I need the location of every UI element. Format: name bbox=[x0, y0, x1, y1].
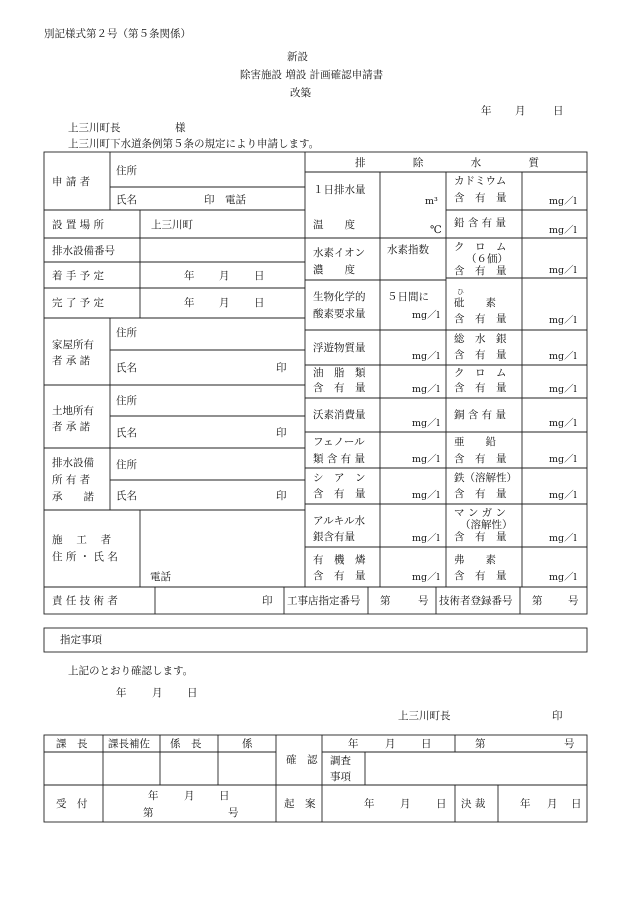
daily-volume-label: １日排水量 bbox=[313, 184, 366, 196]
office-uketsuke-dai: 第 bbox=[143, 807, 154, 819]
title-line-main: 除害施設 増設 計画確認申請書 bbox=[240, 69, 384, 81]
office-confirm-year: 年 bbox=[348, 738, 359, 750]
alkyl-label-2: 銀含有量 bbox=[313, 531, 355, 543]
install-place-label: 設 置 場 所 bbox=[52, 219, 105, 231]
complete-day: 日 bbox=[254, 297, 265, 309]
office-uketsuke-month: 月 bbox=[184, 790, 195, 802]
oil-unit: mg／l bbox=[412, 384, 440, 395]
manganese-unit: mg／l bbox=[549, 533, 577, 544]
house-owner-label-1: 家屋所有 bbox=[52, 339, 94, 351]
lead-label: 鉛 含 有 量 bbox=[454, 217, 507, 229]
bod-label-2: 酸素要求量 bbox=[313, 308, 366, 320]
confirm-month: 月 bbox=[152, 687, 163, 699]
arsenic-label-2: 含 有 量 bbox=[454, 313, 507, 325]
temperature-label: 温 度 bbox=[313, 219, 355, 231]
cadmium-unit: mg／l bbox=[549, 196, 577, 207]
land-owner-address-label: 住所 bbox=[116, 395, 137, 407]
start-day: 日 bbox=[254, 270, 265, 282]
house-owner-label-2: 者 承 諾 bbox=[52, 355, 91, 367]
office-uketsuke-year: 年 bbox=[148, 790, 159, 802]
contractor-label-2: 住 所 ・ 氏 名 bbox=[52, 551, 118, 563]
office-uketsuke-go: 号 bbox=[228, 807, 239, 819]
cadmium-label-1: カドミウム bbox=[454, 175, 507, 187]
land-owner-name-label: 氏名 bbox=[116, 427, 137, 439]
confirm-text: 上記のとおり確認します。 bbox=[68, 665, 194, 677]
applicant-seal-phone: 印 電話 bbox=[204, 194, 246, 206]
confirm-seal: 印 bbox=[552, 710, 563, 722]
organo-label-1: 有 機 燐 bbox=[313, 554, 366, 566]
office-kakunin: 確 認 bbox=[286, 754, 318, 766]
start-month: 月 bbox=[219, 270, 230, 282]
phenol-label-2: 類 含 有 量 bbox=[313, 453, 366, 465]
iodine-label: 沃素消費量 bbox=[313, 409, 366, 421]
intro-text: 上三川町下水道条例第５条の規定により申請します。 bbox=[68, 138, 320, 150]
office-confirm-go: 号 bbox=[564, 738, 575, 750]
addressee-mayor: 上三川町長 bbox=[68, 122, 121, 134]
complete-month: 月 bbox=[219, 297, 230, 309]
daily-volume-unit: m³ bbox=[425, 196, 438, 207]
fluorine-label-2: 含 有 量 bbox=[454, 570, 507, 582]
ss-label: 浮遊物質量 bbox=[313, 342, 366, 354]
title-line-new: 新設 bbox=[287, 51, 308, 63]
house-owner-name-label: 氏名 bbox=[116, 362, 137, 374]
water-quality-title-text: 排 除 水 質 bbox=[355, 157, 562, 169]
office-kakaricho: 係 長 bbox=[170, 738, 202, 750]
organo-label-2: 含 有 量 bbox=[313, 570, 366, 582]
chrome6-label-2: （６価） bbox=[466, 253, 508, 265]
arsenic-ruby: ひ bbox=[457, 288, 464, 296]
drain-number-label: 排水設備番号 bbox=[52, 245, 115, 257]
manganese-label-3: 含 有 量 bbox=[454, 531, 507, 543]
phenol-label-1: フェノール bbox=[313, 436, 365, 448]
contractor-phone-label: 電話 bbox=[150, 571, 171, 583]
bod-unit: mg／l bbox=[412, 310, 440, 321]
date-month: 月 bbox=[515, 105, 526, 117]
drain-owner-label-2: 所 有 者 bbox=[52, 474, 91, 486]
tech-number-dai: 第 bbox=[532, 595, 543, 607]
office-kian: 起 案 bbox=[284, 798, 316, 810]
shop-number-go: 号 bbox=[418, 595, 429, 607]
chrome-label-2: 含 有 量 bbox=[454, 382, 507, 394]
cyanide-label-1: シ ア ン bbox=[313, 472, 366, 484]
drain-owner-address-label: 住所 bbox=[116, 459, 137, 471]
form-number: 別記様式第２号（第５条関係） bbox=[44, 28, 191, 40]
applicant-address-label: 住所 bbox=[116, 165, 137, 177]
office-kacho: 課 長 bbox=[56, 738, 88, 750]
ph-index-label: 水素指数 bbox=[387, 244, 429, 256]
office-kessai: 決 裁 bbox=[461, 798, 486, 810]
complete-year: 年 bbox=[184, 297, 195, 309]
shop-number-label: 工事店指定番号 bbox=[287, 595, 361, 607]
confirm-year: 年 bbox=[116, 687, 127, 699]
water-quality-title bbox=[355, 157, 562, 169]
chrome-unit: mg／l bbox=[549, 384, 577, 395]
chrome6-label-3: 含 有 量 bbox=[454, 265, 507, 277]
office-confirm-dai: 第 bbox=[475, 738, 486, 750]
applicant-name-label: 氏名 bbox=[116, 194, 137, 206]
bod-5day-label: ５日間に bbox=[387, 291, 429, 303]
office-kacho-hosa: 課長補佐 bbox=[108, 738, 150, 750]
office-confirm-day: 日 bbox=[421, 738, 432, 750]
copper-unit: mg／l bbox=[549, 418, 577, 429]
tech-number-go: 号 bbox=[568, 595, 579, 607]
addressee-sama: 様 bbox=[175, 122, 186, 134]
zinc-label-2: 含 有 量 bbox=[454, 453, 507, 465]
start-year: 年 bbox=[184, 270, 195, 282]
date-year: 年 bbox=[481, 105, 492, 117]
organo-unit: mg／l bbox=[412, 572, 440, 583]
title-line-renovate: 改築 bbox=[290, 87, 311, 99]
tech-number-label: 技術者登録番号 bbox=[439, 595, 513, 607]
arsenic-label-1: 砒 素 bbox=[454, 297, 496, 309]
zinc-unit: mg／l bbox=[549, 454, 577, 465]
alkyl-unit: mg／l bbox=[412, 533, 440, 544]
mercury-label-1: 総 水 銀 bbox=[454, 333, 507, 345]
office-uketsuke: 受 付 bbox=[56, 798, 88, 810]
office-confirm-month: 月 bbox=[385, 738, 396, 750]
drain-owner-label-3: 承 諾 bbox=[52, 491, 94, 503]
office-kian-year: 年 bbox=[364, 798, 375, 810]
oil-label-1: 油 脂 類 bbox=[313, 367, 366, 379]
designation-label: 指定事項 bbox=[60, 634, 102, 646]
applicant-label: 申 請 者 bbox=[52, 176, 91, 188]
complete-plan-label: 完 了 予 定 bbox=[52, 297, 105, 309]
start-plan-label: 着 手 予 定 bbox=[52, 270, 105, 282]
chrome-label-1: ク ロ ム bbox=[454, 367, 507, 379]
office-uketsuke-day: 日 bbox=[219, 790, 230, 802]
cadmium-label-2: 含 有 量 bbox=[454, 192, 507, 204]
land-owner-label-1: 土地所有 bbox=[52, 405, 94, 417]
ss-unit: mg／l bbox=[412, 351, 440, 362]
fluorine-unit: mg／l bbox=[549, 572, 577, 583]
office-kessai-day: 日 bbox=[571, 798, 582, 810]
drain-owner-seal: 印 bbox=[276, 490, 287, 502]
arsenic-unit: mg／l bbox=[549, 315, 577, 326]
office-kessai-month: 月 bbox=[547, 798, 558, 810]
engineer-seal: 印 bbox=[262, 595, 273, 607]
cyanide-unit: mg／l bbox=[412, 490, 440, 501]
iron-label-1: 鉄（溶解性） bbox=[454, 472, 517, 484]
fluorine-label-1: 弗 素 bbox=[454, 554, 496, 566]
iron-label-2: 含 有 量 bbox=[454, 488, 507, 500]
mercury-unit: mg／l bbox=[549, 351, 577, 362]
zinc-label-1: 亜 鉛 bbox=[454, 436, 496, 448]
office-jiko: 事項 bbox=[330, 771, 351, 783]
mercury-label-2: 含 有 量 bbox=[454, 349, 507, 361]
office-kian-month: 月 bbox=[400, 798, 411, 810]
shop-number-dai: 第 bbox=[380, 595, 391, 607]
copper-label: 銅 含 有 量 bbox=[454, 409, 507, 421]
house-owner-address-label: 住所 bbox=[116, 327, 137, 339]
phenol-unit: mg／l bbox=[412, 454, 440, 465]
confirm-day: 日 bbox=[187, 687, 198, 699]
office-kessai-year: 年 bbox=[520, 798, 531, 810]
house-owner-seal: 印 bbox=[276, 362, 287, 374]
ph-label-2: 濃 度 bbox=[313, 264, 355, 276]
manganese-label-2: （溶解性） bbox=[460, 519, 513, 531]
ph-label-1: 水素イオン bbox=[313, 247, 366, 259]
land-owner-label-2: 者 承 諾 bbox=[52, 421, 91, 433]
bod-label-1: 生物化学的 bbox=[313, 291, 366, 303]
chrome6-label-1: ク ロ ム bbox=[454, 241, 507, 253]
temperature-unit: ℃ bbox=[430, 224, 442, 236]
install-place-value: 上三川町 bbox=[151, 219, 193, 231]
drain-owner-label-1: 排水設備 bbox=[52, 457, 94, 469]
office-kian-day: 日 bbox=[436, 798, 447, 810]
land-owner-seal: 印 bbox=[276, 427, 287, 439]
manganese-label-1: マ ン ガ ン bbox=[454, 507, 507, 519]
engineer-label: 責 任 技 術 者 bbox=[52, 595, 118, 607]
chrome6-unit: mg／l bbox=[549, 265, 577, 276]
confirm-mayor: 上三川町長 bbox=[398, 710, 451, 722]
alkyl-label-1: アルキル水 bbox=[313, 515, 365, 527]
lead-unit: mg／l bbox=[549, 225, 577, 236]
contractor-label-1: 施 工 者 bbox=[52, 534, 112, 546]
iodine-unit: mg／l bbox=[412, 418, 440, 429]
office-chosa: 調査 bbox=[330, 755, 351, 767]
oil-label-2: 含 有 量 bbox=[313, 382, 366, 394]
cyanide-label-2: 含 有 量 bbox=[313, 488, 366, 500]
date-day: 日 bbox=[553, 105, 564, 117]
drain-owner-name-label: 氏名 bbox=[116, 490, 137, 502]
iron-unit: mg／l bbox=[549, 490, 577, 501]
office-kakari: 係 bbox=[242, 738, 253, 750]
